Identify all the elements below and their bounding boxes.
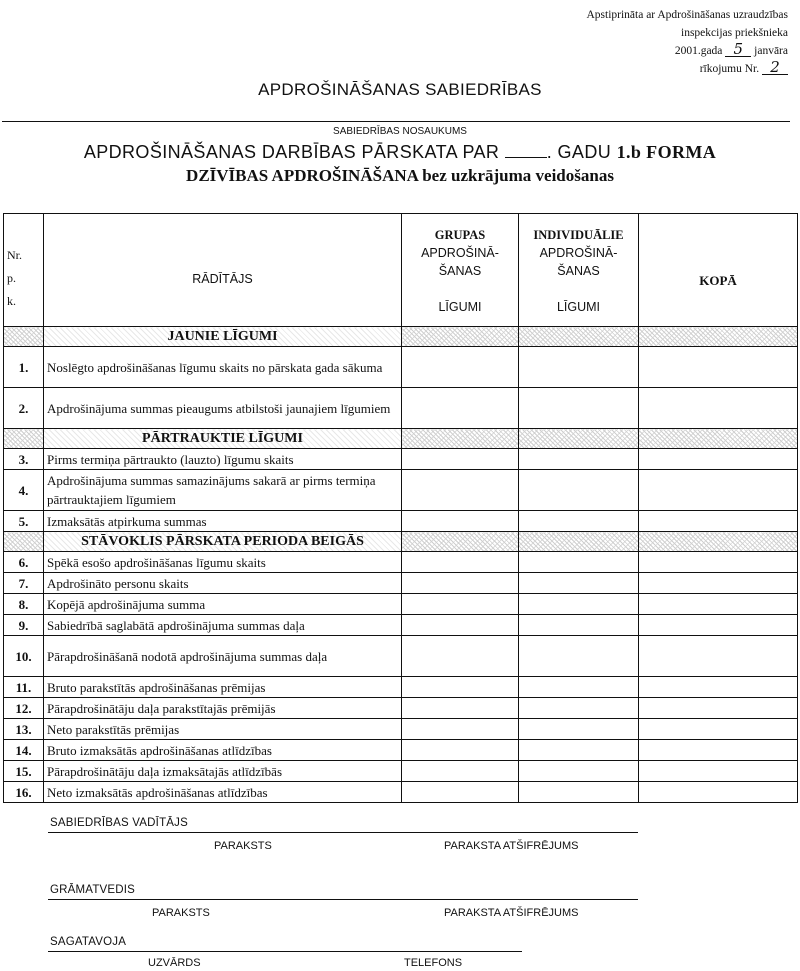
row-label: Pirms termiņa pārtraukto (lauzto) līgumu skaits xyxy=(44,449,402,470)
header-indicator: RĀDĪTĀJS xyxy=(44,214,402,327)
cell-individual[interactable] xyxy=(519,449,639,470)
row-label: Pārapdrošinātāju daļa izmaksātajās atlīdzībās xyxy=(44,761,402,782)
header-nr: Nr. p. k. xyxy=(4,214,44,327)
row-label: Apdrošinājuma summas pieaugums atbilstoši jaunajiem līgumiem xyxy=(44,388,402,429)
cell-individual[interactable] xyxy=(519,573,639,594)
cell-individual[interactable] xyxy=(519,347,639,388)
row-label: Bruto parakstītās apdrošināšanas prēmijas xyxy=(44,677,402,698)
handwritten-order-number: 2 xyxy=(762,60,788,75)
table-row: 1. Noslēgto apdrošināšanas līgumu skaits no pārskata gada sākuma xyxy=(4,347,798,388)
report-subtitle: DZĪVĪBAS APDROŠINĀŠANA bez uzkrājuma veidošanas xyxy=(186,166,614,185)
table-row: 16. Neto izmaksātās apdrošināšanas atlīdzības xyxy=(4,782,798,803)
row-label: Pārapdrošinātāju daļa parakstītajās prēmijās xyxy=(44,698,402,719)
cell-total[interactable] xyxy=(639,388,798,429)
table-row: 6. Spēkā esošo apdrošināšanas līgumu skaits xyxy=(4,552,798,573)
year-blank[interactable] xyxy=(505,143,547,158)
cell-group[interactable] xyxy=(402,615,519,636)
table-row: 3. Pirms termiņa pārtraukto (lauzto) līgumu skaits xyxy=(4,449,798,470)
table-row: 14. Bruto izmaksātās apdrošināšanas atlīdzības xyxy=(4,740,798,761)
cell-total[interactable] xyxy=(639,594,798,615)
row-label: Apdrošinājuma summas samazinājums sakarā ar pirms termiņa pārtrauktajiem līgumiem xyxy=(44,470,402,511)
cell-individual[interactable] xyxy=(519,740,639,761)
cell-total[interactable] xyxy=(639,552,798,573)
section-title: STĀVOKLIS PĀRSKATA PERIODA BEIGĀS xyxy=(44,532,402,552)
prepared-line[interactable] xyxy=(48,951,522,952)
row-label: Pārapdrošināšanā nodotā apdrošinājuma summas daļa xyxy=(44,636,402,677)
surname-caption: UZVĀRDS xyxy=(148,957,201,969)
accountant-label: GRĀMATVEDIS xyxy=(50,884,136,896)
company-heading: APDROŠINĀŠANAS SABIEDRĪBAS xyxy=(258,80,542,99)
table-row: 15. Pārapdrošinātāju daļa izmaksātajās atlīdzībās xyxy=(4,761,798,782)
table-row: 5. Izmaksātās atpirkuma summas xyxy=(4,511,798,532)
cell-group[interactable] xyxy=(402,636,519,677)
cell-group[interactable] xyxy=(402,573,519,594)
row-label: Neto izmaksātās apdrošināšanas atlīdzības xyxy=(44,782,402,803)
row-label: Apdrošināto personu skaits xyxy=(44,573,402,594)
section-title: PĀRTRAUKTIE LĪGUMI xyxy=(44,429,402,449)
row-label: Neto parakstītās prēmijas xyxy=(44,719,402,740)
cell-total[interactable] xyxy=(639,449,798,470)
cell-group[interactable] xyxy=(402,677,519,698)
table-row: 4. Apdrošinājuma summas samazinājums sakarā ar pirms termiņa pārtrauktajiem līgumiem xyxy=(4,470,798,511)
table-row: 2. Apdrošinājuma summas pieaugums atbilstoši jaunajiem līgumiem xyxy=(4,388,798,429)
cell-group[interactable] xyxy=(402,719,519,740)
table-row: 7. Apdrošināto personu skaits xyxy=(4,573,798,594)
phone-caption: TELEFONS xyxy=(404,957,463,969)
cell-individual[interactable] xyxy=(519,636,639,677)
cell-total[interactable] xyxy=(639,782,798,803)
cell-group[interactable] xyxy=(402,388,519,429)
approval-line-4: rīkojumu Nr. 2 xyxy=(586,60,788,78)
cell-individual[interactable] xyxy=(519,594,639,615)
cell-group[interactable] xyxy=(402,782,519,803)
cell-total[interactable] xyxy=(639,636,798,677)
section-terminated-contracts xyxy=(4,429,798,449)
cell-total[interactable] xyxy=(639,698,798,719)
cell-group[interactable] xyxy=(402,470,519,511)
table-row: 10. Pārapdrošināšanā nodotā apdrošinājuma summas daļa xyxy=(4,636,798,677)
section-new-contracts xyxy=(4,327,798,347)
cell-total[interactable] xyxy=(639,347,798,388)
cell-group[interactable] xyxy=(402,761,519,782)
report-title: APDROŠINĀŠANAS DARBĪBAS PĀRSKATA PAR . GADU 1.b FORMA xyxy=(83,142,717,162)
cell-individual[interactable] xyxy=(519,761,639,782)
accountant-signature-line[interactable] xyxy=(48,899,638,900)
cell-total[interactable] xyxy=(639,615,798,636)
accountant-decipher-caption: PARAKSTA ATŠIFRĒJUMS xyxy=(444,907,579,919)
company-name-label: SABIEDRĪBAS NOSAUKUMS xyxy=(333,126,467,137)
manager-signature-caption: PARAKSTS xyxy=(214,840,272,852)
header-individual-contracts: INDIVIDUĀLIE APDROŠINĀ- ŠANAS LĪGUMI xyxy=(519,214,639,327)
header-group-contracts: GRUPAS APDROŠINĀ- ŠANAS LĪGUMI xyxy=(402,214,519,327)
manager-label: SABIEDRĪBAS VADĪTĀJS xyxy=(50,817,188,829)
approval-line-2: inspekcijas priekšnieka xyxy=(681,27,788,39)
row-label: Kopējā apdrošinājuma summa xyxy=(44,594,402,615)
table-header xyxy=(4,214,798,327)
row-label: Noslēgto apdrošināšanas līgumu skaits no pārskata gada sākuma xyxy=(44,347,402,388)
table-row: 8. Kopējā apdrošinājuma summa xyxy=(4,594,798,615)
table-row: 11. Bruto parakstītās apdrošināšanas prēmijas xyxy=(4,677,798,698)
cell-individual[interactable] xyxy=(519,677,639,698)
cell-group[interactable] xyxy=(402,594,519,615)
section-period-end-status xyxy=(4,532,798,552)
cell-group[interactable] xyxy=(402,511,519,532)
cell-total[interactable] xyxy=(639,511,798,532)
cell-total[interactable] xyxy=(639,719,798,740)
cell-total[interactable] xyxy=(639,761,798,782)
report-table xyxy=(3,213,798,803)
cell-individual[interactable] xyxy=(519,782,639,803)
cell-total[interactable] xyxy=(639,677,798,698)
cell-individual[interactable] xyxy=(519,698,639,719)
cell-group[interactable] xyxy=(402,347,519,388)
table-row: 12. Pārapdrošinātāju daļa parakstītajās prēmijās xyxy=(4,698,798,719)
cell-individual[interactable] xyxy=(519,615,639,636)
table-row: 9. Sabiedrībā saglabātā apdrošinājuma summas daļa xyxy=(4,615,798,636)
cell-group[interactable] xyxy=(402,740,519,761)
cell-individual[interactable] xyxy=(519,388,639,429)
cell-group[interactable] xyxy=(402,698,519,719)
cell-total[interactable] xyxy=(639,470,798,511)
company-name-line xyxy=(2,121,790,122)
manager-decipher-caption: PARAKSTA ATŠIFRĒJUMS xyxy=(444,840,579,852)
approval-line-3: 2001.gada 5 janvāra xyxy=(674,40,788,58)
row-label: Spēkā esošo apdrošināšanas līgumu skaits xyxy=(44,552,402,573)
cell-total[interactable] xyxy=(639,573,798,594)
table-row: 13. Neto parakstītās prēmijas xyxy=(4,719,798,740)
approval-line-1: Apstiprināta ar Apdrošināšanas uzraudzības xyxy=(586,9,788,21)
cell-individual[interactable] xyxy=(519,552,639,573)
row-label: Izmaksātās atpirkuma summas xyxy=(44,511,402,532)
form-number: 1.b FORMA xyxy=(616,142,717,162)
handwritten-day: 5 xyxy=(725,42,751,57)
header-total: KOPĀ xyxy=(639,214,798,327)
row-label: Sabiedrībā saglabātā apdrošinājuma summas daļa xyxy=(44,615,402,636)
prepared-label: SAGATAVOJA xyxy=(50,936,127,948)
section-title: JAUNIE LĪGUMI xyxy=(44,327,402,347)
row-label: Bruto izmaksātās apdrošināšanas atlīdzības xyxy=(44,740,402,761)
cell-group[interactable] xyxy=(402,449,519,470)
accountant-signature-caption: PARAKSTS xyxy=(152,907,210,919)
manager-signature-line[interactable] xyxy=(48,832,638,833)
cell-individual[interactable] xyxy=(519,719,639,740)
cell-total[interactable] xyxy=(639,740,798,761)
cell-individual[interactable] xyxy=(519,470,639,511)
approval-note xyxy=(586,6,788,78)
cell-individual[interactable] xyxy=(519,511,639,532)
cell-group[interactable] xyxy=(402,552,519,573)
